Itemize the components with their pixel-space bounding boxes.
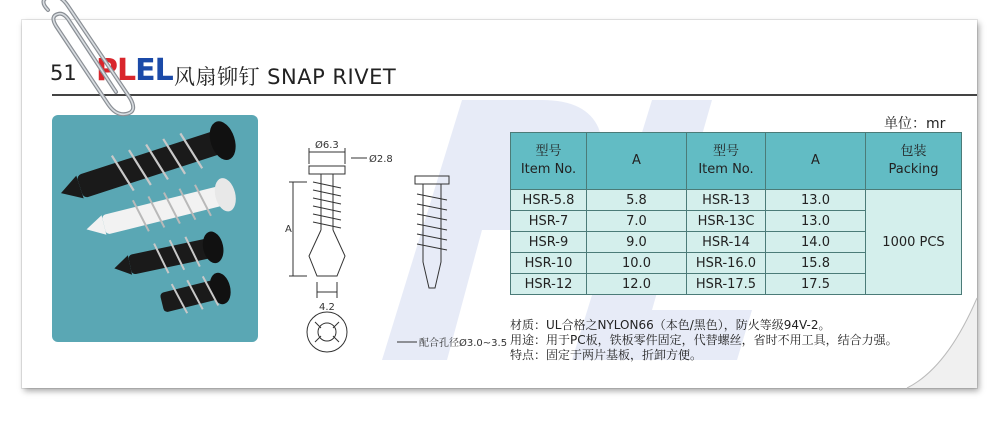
- dim-head-label: Ø6.3: [315, 140, 339, 151]
- technical-drawing: [287, 138, 507, 360]
- page-title: 风扇铆钉 SNAP RIVET: [174, 65, 397, 89]
- spec-table: [510, 132, 962, 295]
- col-header-a-2: A: [766, 133, 866, 190]
- title-divider: [52, 94, 977, 96]
- cell-a: 13.0: [766, 190, 866, 211]
- cell-a: 14.0: [766, 232, 866, 253]
- cell-a: 15.8: [766, 253, 866, 274]
- cell-item: HSR-13C: [687, 211, 766, 232]
- brand-logo-red: PL: [96, 53, 136, 88]
- cell-item: HSR-13: [687, 190, 766, 211]
- dim-shaft-label: Ø2.8: [369, 154, 393, 165]
- product-notes: [510, 318, 898, 362]
- cell-a: 7.0: [587, 211, 687, 232]
- paperclip-icon: [30, 0, 140, 115]
- table-row: [511, 190, 962, 211]
- page-number: 51: [50, 61, 77, 85]
- cell-a: 17.5: [766, 274, 866, 295]
- page-curl: [907, 298, 977, 388]
- cell-item: HSR-17.5: [687, 274, 766, 295]
- catalog-page: [22, 20, 977, 388]
- hole-note: 配合孔径Ø3.0~3.5: [419, 338, 508, 349]
- cell-a: 5.8: [587, 190, 687, 211]
- cell-item: HSR-14: [687, 232, 766, 253]
- col-header-packing: 包装 Packing: [866, 133, 962, 190]
- cell-item: HSR-10: [511, 253, 587, 274]
- col-header-a: A: [587, 133, 687, 190]
- cell-a: 12.0: [587, 274, 687, 295]
- cell-item: HSR-16.0: [687, 253, 766, 274]
- col-header-item-no: 型号 Item No.: [511, 133, 587, 190]
- cell-a: 13.0: [766, 211, 866, 232]
- cell-item: HSR-12: [511, 274, 587, 295]
- cell-a: 9.0: [587, 232, 687, 253]
- note-usage: 用途：用于PC板，铁板零件固定，代替螺丝，省时不用工具，结合力强。: [510, 333, 898, 347]
- cell-a: 10.0: [587, 253, 687, 274]
- product-photo: [52, 115, 258, 342]
- brand-logo-blue: EL: [135, 53, 173, 88]
- cell-item: HSR-9: [511, 232, 587, 253]
- table-header-row: [511, 133, 962, 190]
- cell-packing: 1000 PCS: [866, 190, 962, 295]
- col-header-item-no-2: 型号 Item No.: [687, 133, 766, 190]
- dim-base-label: 4.2: [319, 302, 335, 313]
- cell-item: HSR-5.8: [511, 190, 587, 211]
- dim-length-label: A: [285, 224, 292, 235]
- note-feature: 特点：固定于两片基板，折卸方便。: [510, 348, 703, 362]
- cell-item: HSR-7: [511, 211, 587, 232]
- note-material: 材质：UL合格之NYLON66（本色/黑色），防火等级94V-2。: [510, 318, 831, 332]
- unit-label: 单位：mr: [884, 116, 946, 132]
